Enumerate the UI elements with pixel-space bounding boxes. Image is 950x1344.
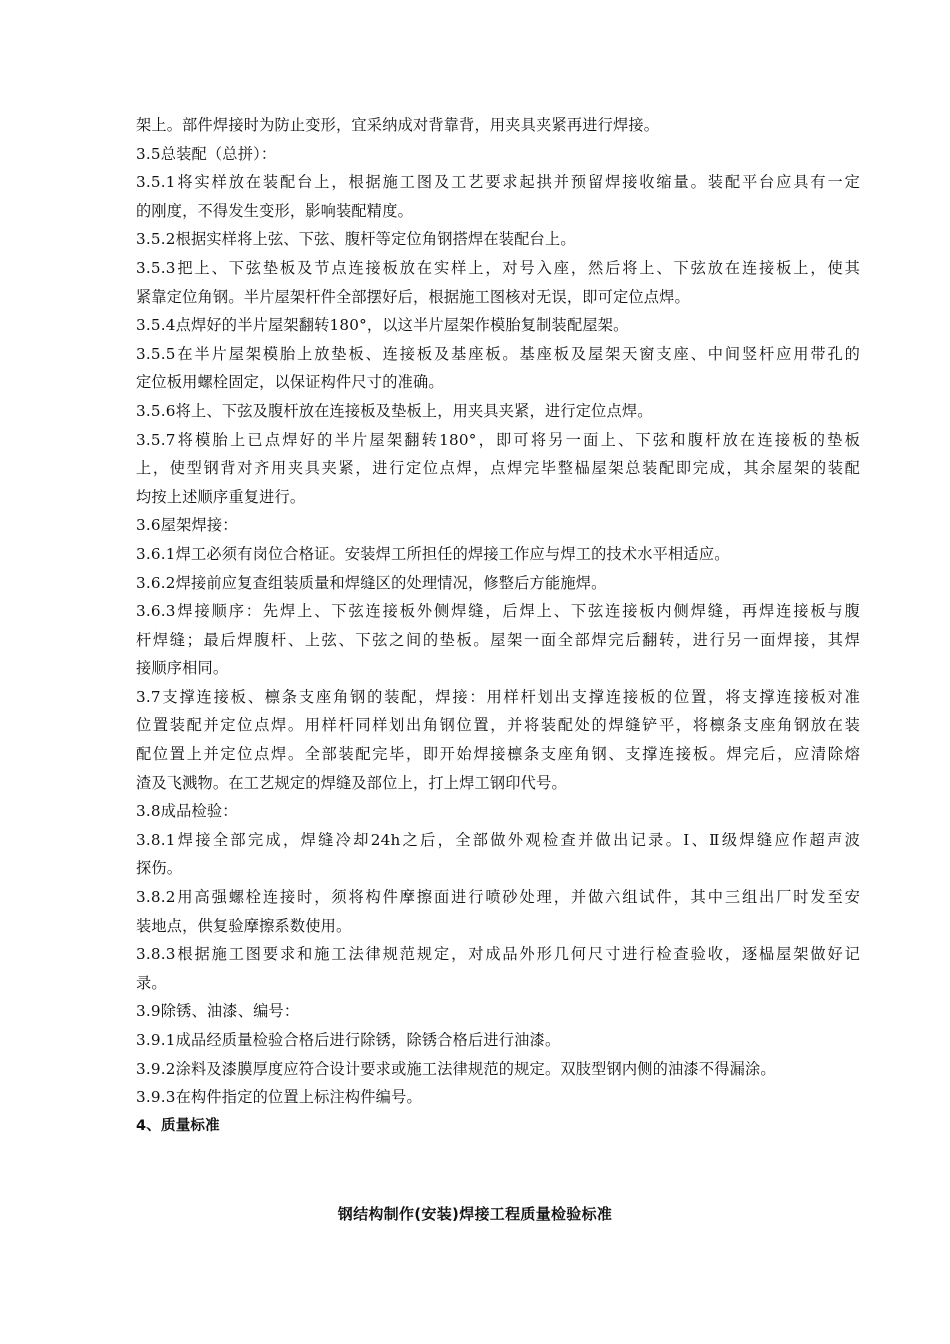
text-line: 3.9除锈、油漆、编号： [136,1002,300,1021]
text-line: 3.8成品检验： [136,802,238,821]
text-line: 3.5总装配（总拼）： [136,144,277,163]
text-line: 配位置上并定位点焊。全部装配完毕，即开始焊接檩条支座角钢、支撑连接板。焊完后，应清除熔 [136,745,860,764]
text-line: 紧靠定位角钢。半片屋架杆件全部摆好后，根据施工图核对无误，即可定位点焊。 [136,287,690,306]
text-line: 3.9.2涂料及漆膜厚度应符合设计要求或施工法律规范的规定。双肢型钢内侧的油漆不得漏涂。 [136,1059,776,1078]
text-line: 3.8.1焊接全部完成，焊缝冷却24h之后，全部做外观检查并做出记录。Ⅰ、Ⅱ级焊缝应作超声波 [136,830,860,849]
section-heading: 4、质量标准 [136,1117,220,1134]
text-line: 3.5.3把上、下弦垫板及节点连接板放在实样上，对号入座，然后将上、下弦放在连接板上，使其 [136,258,860,277]
text-line: 3.5.2根据实样将上弦、下弦、腹杆等定位角钢搭焊在装配台上。 [136,230,576,249]
text-line: 接顺序相同。 [136,659,229,678]
text-line: 3.5.5在半片屋架模胎上放垫板、连接板及基座板。基座板及屋架天窗支座、中间竖杆应用带孔的 [136,344,860,363]
text-line: 渣及飞溅物。在工艺规定的焊缝及部位上，打上焊工钢印代号。 [136,773,567,792]
text-line: 3.5.7将模胎上已点焊好的半片屋架翻转180°，即可将另一面上、下弦和腹杆放在连接板的垫板 [136,430,860,449]
text-line: 3.7支撑连接板、檩条支座角钢的装配，焊接：用样杆划出支撑连接板的位置，将支撑连接板对准 [136,687,860,706]
text-line: 装地点，供复验摩擦系数使用。 [136,916,352,935]
text-line: 3.6.2焊接前应复查组装质量和焊缝区的处理情况，修整后方能施焊。 [136,573,607,592]
text-line: 上，使型钢背对齐用夹具夹紧，进行定位点焊，点焊完毕整榀屋架总装配即完成，其余屋架的装配 [136,459,860,478]
document-body [136,111,860,1140]
text-line: 录。 [136,973,167,992]
text-line: 3.9.3在构件指定的位置上标注构件编号。 [136,1088,422,1107]
text-line: 3.6.3焊接顺序：先焊上、下弦连接板外侧焊缝，后焊上、下弦连接板内侧焊缝，再焊连接板与腹 [136,602,860,621]
text-line: 3.9.1成品经质量检验合格后进行除锈，除锈合格后进行油漆。 [136,1031,561,1049]
text-line: 的刚度，不得发生变形，影响装配精度。 [136,201,413,220]
table-title: 钢结构制作(安装)焊接工程质量检验标准 [337,1205,613,1223]
text-line: 均按上述顺序重复进行。 [136,487,306,506]
text-line: 3.5.1将实样放在装配台上，根据施工图及工艺要求起拱并预留焊接收缩量。装配平台应具有一定 [136,173,860,192]
text-line: 3.8.2用高强螺栓连接时，须将构件摩擦面进行喷砂处理，并做六组试件，其中三组出厂时发至安 [136,888,860,907]
text-line: 3.6.1焊工必须有岗位合格证。安装焊工所担任的焊接工作应与焊工的技术水平相适应。 [136,544,730,563]
text-line: 3.8.3根据施工图要求和施工法律规范规定，对成品外形几何尺寸进行检查验收，逐榀屋架做好记 [136,945,860,964]
text-line: 架上。部件焊接时为防止变形，宜采纳成对背靠背，用夹具夹紧再进行焊接。 [136,116,660,134]
text-line: 杆焊缝；最后焊腹杆、上弦、下弦之间的垫板。屋架一面全部焊完后翻转，进行另一面焊接，其焊 [136,630,860,649]
text-line: 探伤。 [136,859,183,878]
text-line: 3.5.6将上、下弦及腹杆放在连接板及垫板上，用夹具夹紧，进行定位点焊。 [136,401,653,420]
text-line: 定位板用螺栓固定，以保证构件尺寸的准确。 [136,373,444,392]
text-line: 3.6屋架焊接： [136,516,238,535]
text-line: 3.5.4点焊好的半片屋架翻转180°，以这半片屋架作模胎复制装配屋架。 [136,316,629,335]
text-line: 位置装配并定位点焊。用样杆同样划出角钢位置，并将装配处的焊缝铲平，将檩条支座角钢放在装 [136,716,860,735]
